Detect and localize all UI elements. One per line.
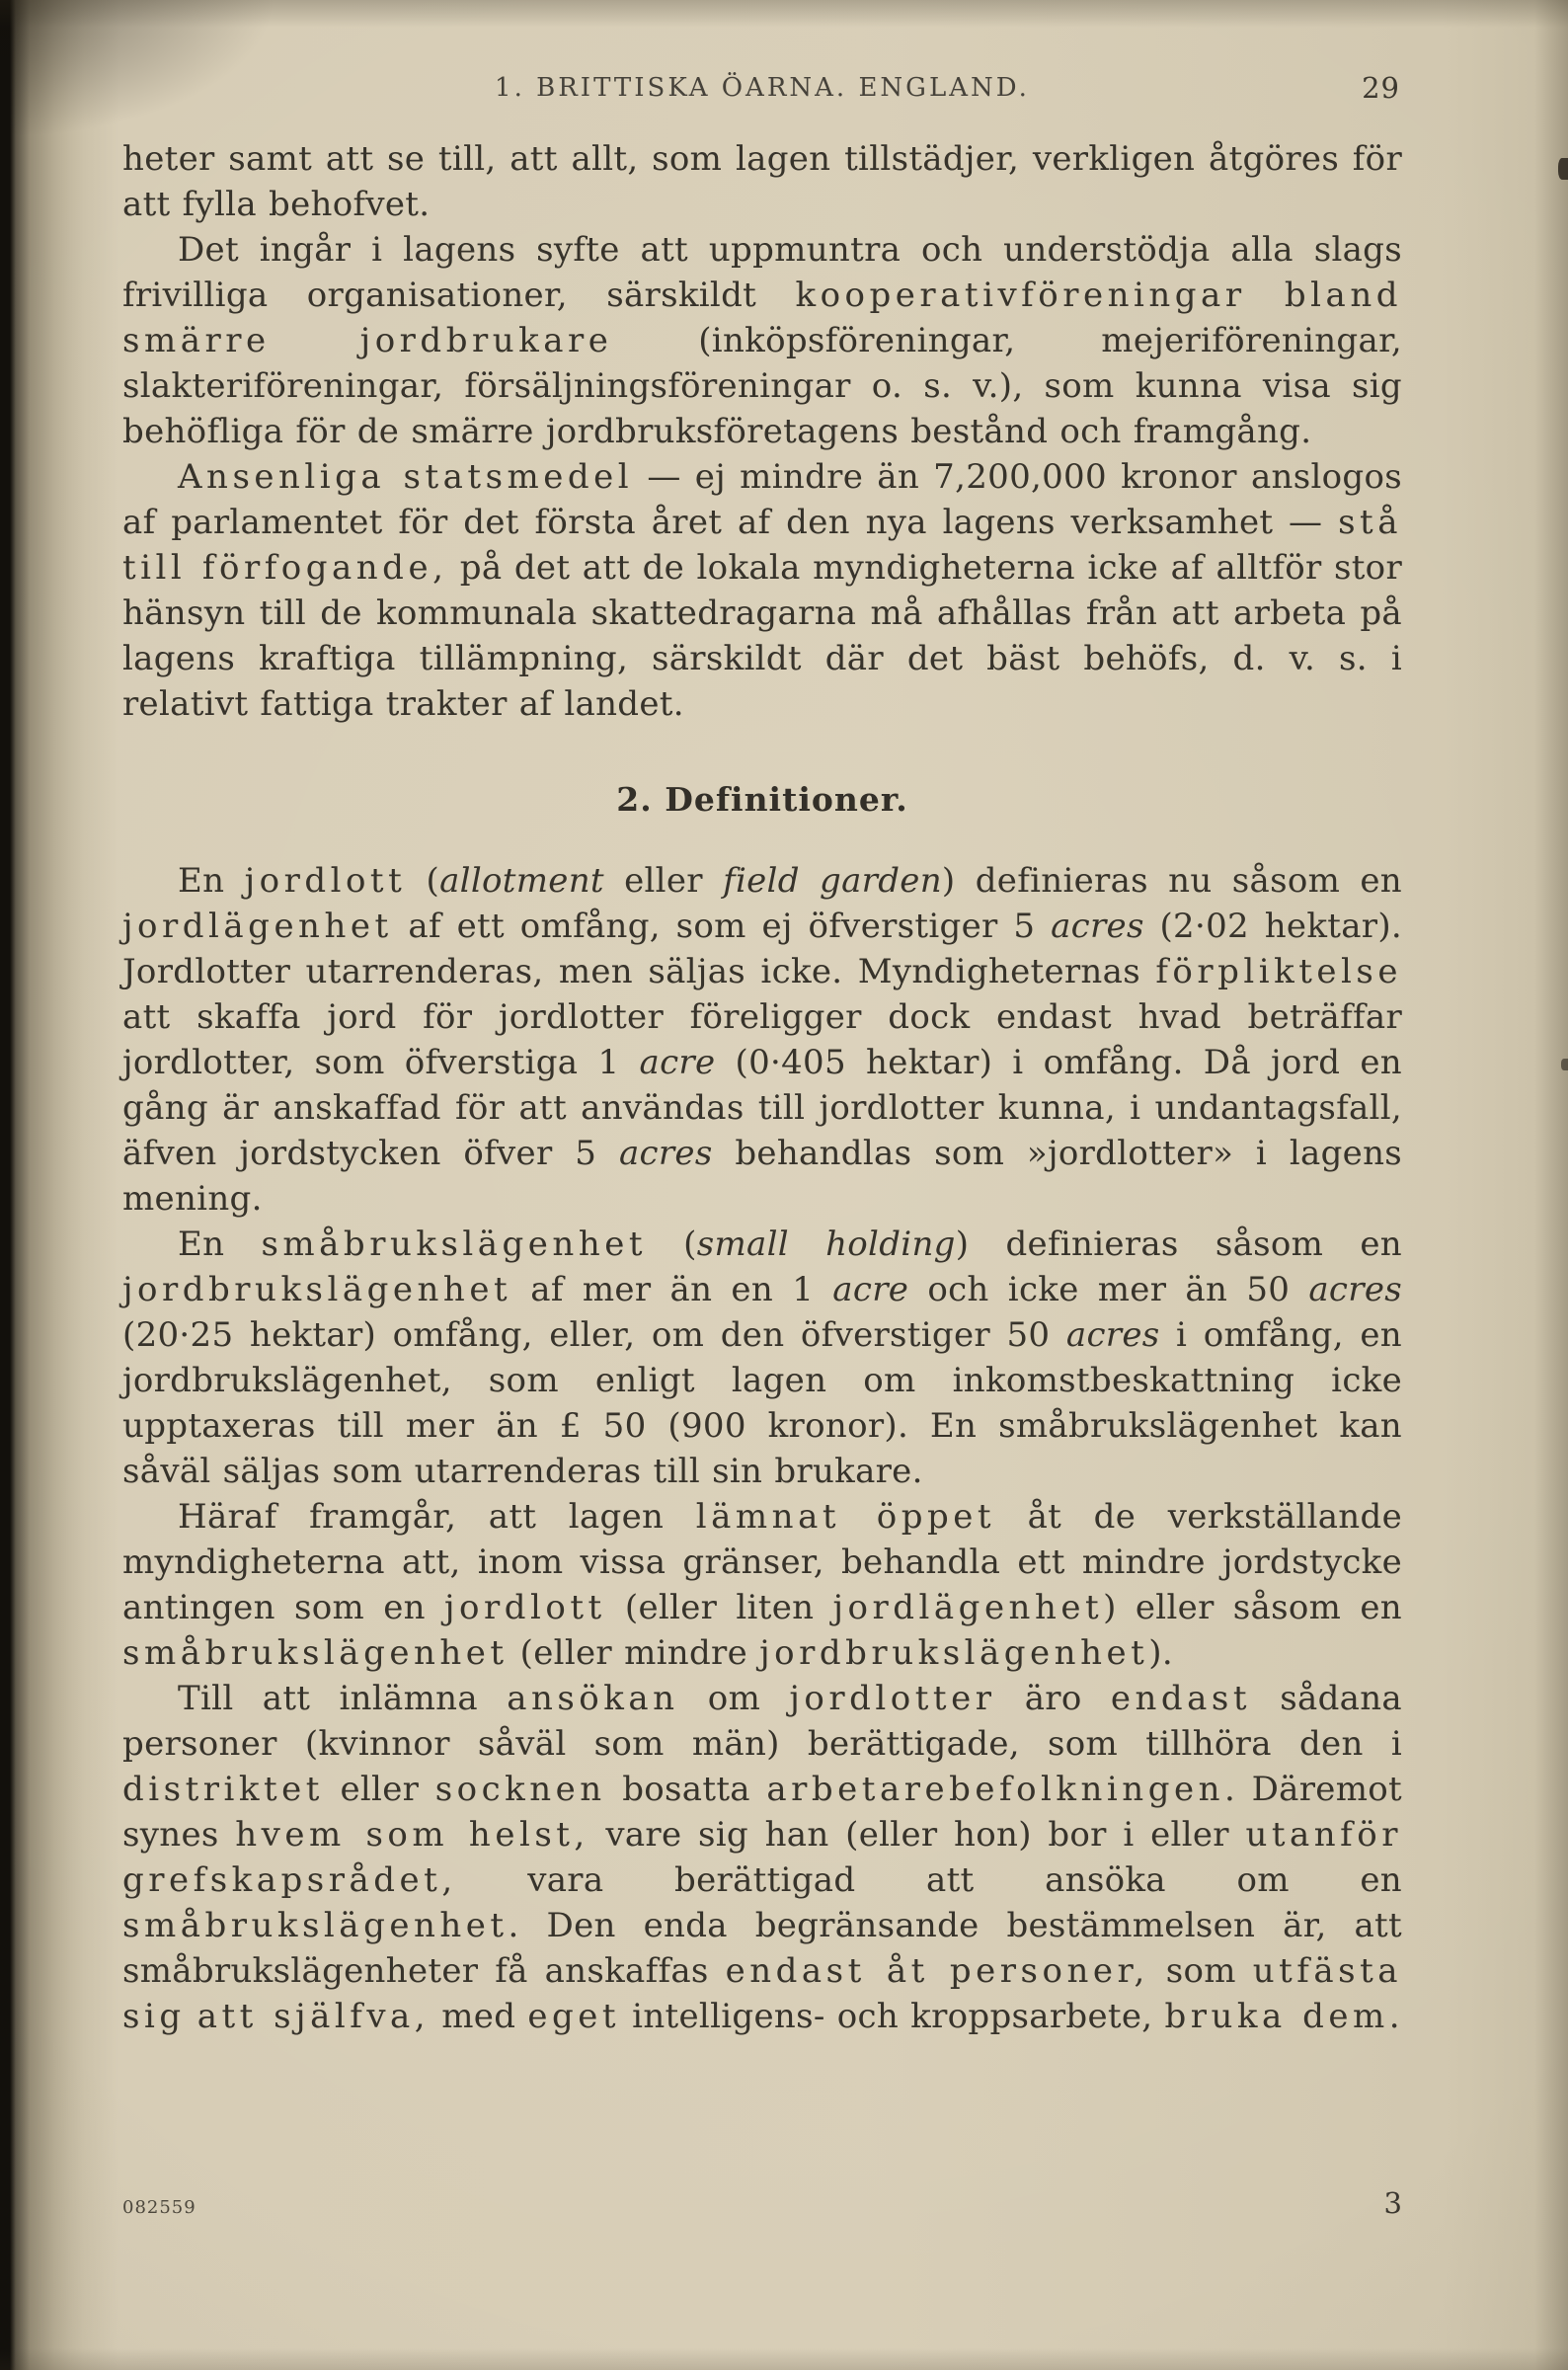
text-segment: Det ingår i lagens syfte att uppmuntra och understödja alla slags frivilliga organisationer, särskildt [122,230,1402,315]
text-segment-spaced: Ansenliga statsmedel [178,457,634,497]
text-segment-spaced: jordlägenhet [122,907,393,946]
paragraph [122,227,1402,454]
text-segment-spaced: bruka dem [1164,1997,1389,2036]
text-segment: vare sig han (eller hon) bor i eller [588,1815,1246,1855]
text-segment: . [1388,1997,1400,2036]
text-segment-spaced: distriktet [122,1770,324,1809]
text-segment: om [678,1679,790,1718]
binding-shadow [0,0,118,2370]
text-segment: ( [406,861,440,901]
paragraph [122,1222,1402,1494]
text-segment: ) eller såsom en [1103,1588,1402,1627]
paragraph [122,858,1402,1222]
text-segment: (2·02 hektar). Jordlotter utarrenderas, men säljas icke. Myndigheternas [122,907,1402,991]
text-segment: En [178,1224,262,1264]
scan-artifact [1558,158,1568,180]
text-segment-spaced: stå till förfogande, [122,503,1402,588]
text-segment: (eller mindre [508,1633,760,1673]
text-segment-spaced: småbrukslägenhet [122,1906,509,1945]
chapter-header: 1. BRITTISKA ÖARNA. ENGLAND. [495,73,1030,103]
text-segment: ( [647,1224,697,1264]
text-segment: ) definieras nu såsom en [941,861,1402,901]
text-segment: (0·405 hektar) i omfång. Då jord en gång är anskaffad för att användas till jordlotter kunna, i undantagsfall, äfven jordstycken öfver 5 [122,1043,1402,1173]
text-segment: i omfång, en jordbrukslägenhet, som enligt lagen om inkomstbeskattning icke upptaxeras till mer än £ 50 (900 kronor). En småbrukslägenhet kan såväl säljas som utarrenderas till sin brukare. [122,1315,1402,1491]
text-segment-spaced: jordbrukslägenhet [122,1270,512,1309]
text-segment-italic: acres [1065,1315,1160,1355]
text-segment-italic: acres [1051,907,1144,946]
bottom-edge-shade [0,2348,1568,2370]
text-segment [1246,276,1285,315]
text-segment: . Den enda begränsande bestämmelsen är, att småbrukslägenheter få anskaffas [122,1906,1402,1991]
text-segment-spaced: eget [527,1997,621,2036]
text-segment-italic: small holding [696,1224,956,1264]
text-segment-italic: acre [639,1043,716,1082]
text-segment: att skaffa jord för jordlotter föreligger dock endast hvad beträffar jordlotter, som öfverstiga 1 [122,997,1402,1082]
text-segment-spaced: bland smärre jordbrukare [122,276,1402,360]
text-segment: En [178,861,245,901]
text-segment: åt de verkställande myndigheterna att, inom vissa gränser, behandla ett mindre jordstycke antingen som en [122,1497,1402,1627]
text-segment-spaced: socknen [434,1770,606,1809]
text-segment-spaced: småbrukslägenhet [122,1633,509,1673]
text-segment-spaced: utfästa sig [122,1951,1402,2036]
text-segment: (eller liten [605,1588,833,1627]
text-segment-spaced: ansökan [507,1679,679,1718]
text-segment-spaced: att själfva, [196,1997,431,2036]
text-segment: Till att inlämna [178,1679,508,1718]
text-segment-spaced: utanför grefskapsrådet, [122,1815,1402,1900]
text-segment: och icke mer än 50 [908,1270,1309,1309]
text-block [122,136,1402,2039]
text-segment-spaced: arbetarebefolkningen [766,1770,1224,1809]
text-segment: — ej mindre än 7,200,000 kronor anslogos af parlamentet för det första året af den nya lagens verksamhet — [122,457,1403,542]
text-segment: med [430,1997,528,2036]
paragraph [122,1494,1402,1676]
text-segment: heter samt att se till, att allt, som lagen tillstädjer, verkligen åtgöres för att fylla behofvet. [122,139,1402,224]
text-segment-spaced: småbrukslägenhet [261,1224,648,1264]
corner-shade [0,0,276,138]
top-edge-shade [0,0,1568,28]
text-segment: (inköpsföreningar, mejeriföreningar, slakteriföreningar, försäljningsföreningar o. s. v.), som kunna visa sig behöfliga för de smärre jordbruksföretagens bestånd och framgång. [122,321,1402,451]
text-segment-spaced: jordbrukslägenhet [759,1633,1149,1673]
text-segment-italic: field garden [723,861,942,901]
text-segment-spaced: jordlott [444,1588,606,1627]
page-number: 29 [1362,71,1400,105]
text-segment-italic: acre [832,1270,909,1309]
text-segment: behandlas som »jordlotter» i lagens mening. [122,1134,1403,1219]
page-footer [122,2186,1402,2220]
text-segment [186,1997,197,2036]
text-segment: sådana personer (kvinnor såväl som män) berättigade, som tillhöra den i [122,1679,1403,1764]
text-segment: eller [603,861,724,901]
text-segment: af ett omfång, som ej öfverstiger 5 [392,907,1052,946]
text-segment-italic: acres [1308,1270,1402,1309]
paragraph [122,454,1402,727]
text-segment: eller [323,1770,435,1809]
running-head [122,73,1402,103]
paragraph [122,1676,1402,2039]
signature-number: 3 [1383,2186,1402,2220]
print-code: 082559 [122,2197,196,2218]
text-segment: Häraf framgår, att lagen [178,1497,696,1537]
text-segment-spaced: jordlott [244,861,407,901]
text-segment-spaced: endast åt personer, [725,1951,1149,1991]
text-segment-spaced: kooperativföreningar [795,276,1246,315]
text-segment-italic: allotment [439,861,604,901]
text-segment: ) definieras såsom en [955,1224,1402,1264]
text-segment: bosatta [605,1770,767,1809]
text-segment-spaced: jordlägenhet [832,1588,1104,1627]
text-segment: af mer än en 1 [511,1270,833,1309]
scan-artifact [1561,1059,1568,1070]
section-heading: 2. Definitioner. [616,780,908,819]
text-segment: (20·25 hektar) omfång, eller, om den öfverstiger 50 [122,1315,1066,1355]
text-segment-spaced: förpliktelse [1155,952,1402,991]
text-segment: ). [1148,1633,1173,1673]
text-segment: äro [995,1679,1111,1718]
text-segment: vara berättigad att ansöka om en [456,1860,1402,1900]
text-segment-italic: acres [618,1134,713,1173]
text-segment: på det att de lokala myndigheterna icke af alltför stor hänsyn till de kommunala skattedragarna må afhållas från att arbeta på lagens kraftiga tillämpning, särskildt där det bäst behöfs, d. v. s. i relativt fattiga trakter af landet. [122,548,1402,724]
text-segment: som [1148,1951,1253,1991]
text-segment-spaced: hvem som helst, [235,1815,589,1855]
text-segment-spaced: jordlotter [789,1679,996,1718]
text-segment-spaced: lämnat öppet [695,1497,996,1537]
paragraph [122,136,1402,227]
text-segment-spaced: endast [1110,1679,1252,1718]
text-segment: . Däremot synes [122,1770,1402,1855]
text-segment: intelligens- och kroppsarbete, [620,1997,1165,2036]
right-edge-shade [1534,0,1568,2370]
